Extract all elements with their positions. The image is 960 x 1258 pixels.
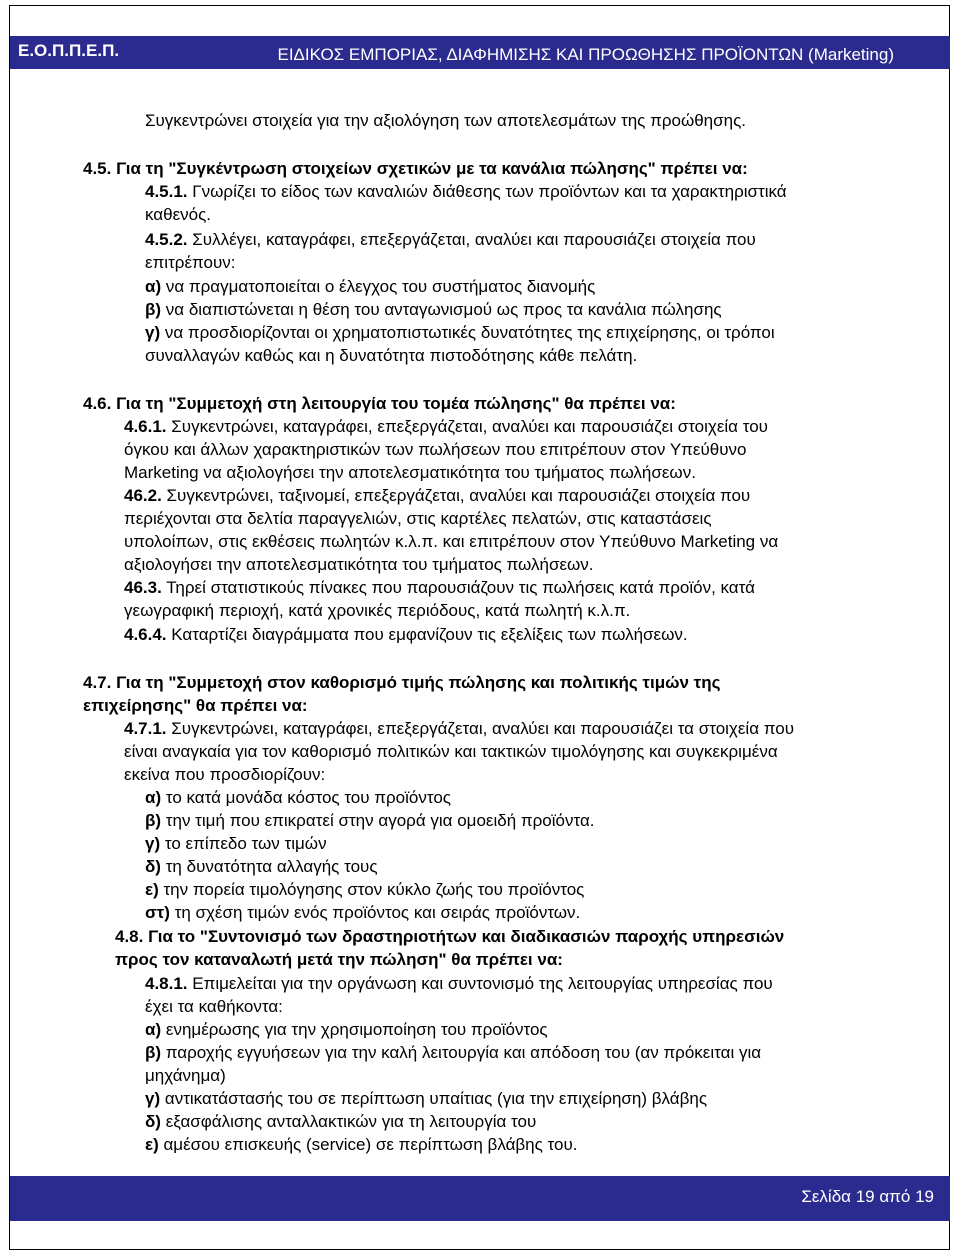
text-line (145, 322, 775, 344)
text-line (124, 764, 325, 786)
footer-bar (10, 1176, 950, 1221)
section-heading: Για το "Συντονισμό των δραστηριοτήτων και διαδικασιών παροχής υπηρεσιών (148, 927, 785, 946)
item-number: ε) (145, 1135, 159, 1154)
text-line (124, 741, 778, 763)
item-number: γ) (145, 834, 161, 853)
text-line (145, 1065, 226, 1087)
item-number: 46.2. (124, 486, 162, 505)
item-number: 4.8. (115, 927, 144, 946)
body-text: Συγκεντρώνει στοιχεία για την αξιολόγηση των αποτελεσμάτων της προώθησης. (145, 111, 746, 130)
header-bar (10, 36, 950, 69)
text-line (83, 393, 676, 415)
body-text: Συγκεντρώνει, καταγράφει, επεξεργάζεται, αναλύει και παρουσιάζει τα στοιχεία που (171, 719, 794, 738)
text-line (145, 252, 236, 274)
item-number: 4.6. (83, 394, 112, 413)
text-line (145, 787, 451, 809)
text-line (145, 1042, 761, 1064)
body-text: όγκου και άλλων χαρακτηριστικών των πωλήσεων που επιτρέπουν στον Υπεύθυνο (124, 440, 747, 459)
text-line (124, 485, 750, 507)
text-line (124, 439, 746, 461)
body-text: Συγκεντρώνει, ταξινομεί, επεξεργάζεται, αναλύει και παρουσιάζει στοιχεία που (166, 486, 751, 505)
item-number: 4.5.1. (145, 182, 188, 201)
text-line (145, 1088, 707, 1110)
text-line (145, 229, 756, 251)
body-text: το επίπεδο των τιμών (164, 834, 327, 853)
item-number: 4.6.4. (124, 625, 167, 644)
body-text: Επιμελείται για την οργάνωση και συντονισμό της λειτουργίας υπηρεσίας που (192, 974, 773, 993)
document-title: ΕΙΔΙΚΟΣ ΕΜΠΟΡΙΑΣ, ΔΙΑΦΗΜΙΣΗΣ ΚΑΙ ΠΡΟΩΘΗΣΗΣ ΠΡΟΪΟΝΤΩΝ (Marketing) (277, 45, 894, 64)
section-heading: Για τη "Συμμετοχή στον καθορισμό τιμής πώλησης και πολιτικής τιμών της (116, 673, 721, 692)
body-text: αμέσου επισκευής (service) σε περίπτωση βλάβης του. (163, 1135, 578, 1154)
section-heading: προς τον καταναλωτή μετά την πώληση" θα πρέπει να: (115, 950, 563, 969)
body-text: περιέχονται στα δελτία παραγγελιών, στις καρτέλες πελατών, στις καταστάσεις (124, 509, 712, 528)
body-text: το κατά μονάδα κόστος του προϊόντος (165, 788, 451, 807)
body-text: επιτρέπουν: (145, 253, 236, 272)
item-number: 4.7.1. (124, 719, 167, 738)
body-text: είναι αναγκαία για τον καθορισμό πολιτικών και τακτικών τιμολόγησης και συγκεκριμένα (124, 742, 778, 761)
item-number: β) (145, 300, 162, 319)
body-text: Συλλέγει, καταγράφει, επεξεργάζεται, αναλύει και παρουσιάζει στοιχεία που (192, 230, 756, 249)
text-line (124, 600, 630, 622)
body-text: αξιολογήσει την αποτελεσματικότητα του τμήματος πωλήσεων. (124, 555, 594, 574)
body-text: να διαπιστώνεται η θέση του ανταγωνισμού ως προς τα κανάλια πώλησης (165, 300, 722, 319)
item-number: 4.6.1. (124, 417, 167, 436)
text-line (145, 276, 595, 298)
body-text: αντικατάστασής του σε περίπτωση υπαίτιας (για την επιχείρηση) βλάβης (164, 1089, 708, 1108)
body-text: την πορεία τιμολόγησης στον κύκλο ζωής του προϊόντος (163, 880, 585, 899)
item-number: 46.3. (124, 578, 162, 597)
body-text: να προσδιορίζονται οι χρηματοπιστωτικές δυνατότητες της επιχείρησης, οι τρόποι (164, 323, 775, 342)
text-line (124, 624, 688, 646)
body-text: γεωγραφική περιοχή, κατά χρονικές περιόδους, κατά πωλητή κ.λ.π. (124, 601, 631, 620)
text-line (83, 672, 720, 694)
body-text: συναλλαγών καθώς και η δυνατότητα πιστοδότησης κάθε πελάτη. (145, 346, 638, 365)
item-number: α) (145, 788, 162, 807)
text-line (145, 345, 637, 367)
text-line (145, 856, 378, 878)
text-line (145, 1019, 548, 1041)
text-line (124, 718, 794, 740)
page-number: Σελίδα 19 από 19 (801, 1187, 934, 1206)
body-text: εξασφάλισης ανταλλακτικών για τη λειτουργία του (165, 1112, 537, 1131)
body-text: Τηρεί στατιστικούς πίνακες που παρουσιάζουν τις πωλήσεις κατά προϊόν, κατά (166, 578, 755, 597)
body-text: παροχής εγγυήσεων για την καλή λειτουργία και απόδοση του (αν πρόκειται για (165, 1043, 762, 1062)
body-text: να πραγματοποιείται ο έλεγχος του συστήματος διανομής (165, 277, 596, 296)
text-line (145, 833, 327, 855)
body-text: τη σχέση τιμών ενός προϊόντος και σειράς προϊόντων. (174, 903, 581, 922)
text-line (124, 508, 712, 530)
item-number: α) (145, 1020, 162, 1039)
text-line (145, 110, 746, 132)
text-line (115, 949, 563, 971)
text-line (145, 879, 584, 901)
body-text: υπολοίπων, στις εκθέσεις πωλητών κ.λ.π. και επιτρέπουν στον Υπεύθυνο Marketing να (124, 532, 779, 551)
item-number: 4.5.2. (145, 230, 188, 249)
body-text: μηχάνημα) (145, 1066, 226, 1085)
text-line (83, 695, 308, 717)
item-number: δ) (145, 857, 161, 876)
item-number: στ) (145, 903, 170, 922)
text-line (145, 902, 580, 924)
text-line (124, 531, 778, 553)
body-text: την τιμή που επικρατεί στην αγορά για ομοειδή προϊόντα. (165, 811, 595, 830)
item-number: 4.5. (83, 159, 112, 178)
body-text: Καταρτίζει διαγράμματα που εμφανίζουν τις εξελίξεις των πωλήσεων. (171, 625, 688, 644)
text-line (145, 204, 211, 226)
item-number: 4.7. (83, 673, 112, 692)
text-line (145, 1134, 578, 1156)
item-number: 4.8.1. (145, 974, 188, 993)
body-text: έχει τα καθήκοντα: (145, 997, 283, 1016)
text-line (145, 996, 283, 1018)
item-number: δ) (145, 1112, 161, 1131)
organization-label: Ε.Ο.Π.Π.Ε.Π. (18, 41, 120, 60)
text-line (145, 810, 595, 832)
body-text: ενημέρωσης για την χρησιμοποίηση του προϊόντος (165, 1020, 548, 1039)
item-number: γ) (145, 323, 161, 342)
section-heading: Για τη "Συμμετοχή στη λειτουργία του τομέα πώλησης" θα πρέπει να: (116, 394, 676, 413)
text-line (124, 416, 768, 438)
item-number: α) (145, 277, 162, 296)
text-line (124, 462, 696, 484)
item-number: β) (145, 1043, 162, 1062)
body-text: τη δυνατότητα αλλαγής τους (165, 857, 378, 876)
text-line (83, 158, 748, 180)
text-line (145, 973, 773, 995)
text-line (145, 181, 787, 203)
text-line (124, 554, 594, 576)
item-number: γ) (145, 1089, 161, 1108)
body-text: Συγκεντρώνει, καταγράφει, επεξεργάζεται, αναλύει και παρουσιάζει στοιχεία του (171, 417, 768, 436)
item-number: ε) (145, 880, 159, 899)
text-line (115, 926, 784, 948)
body-text: εκείνα που προσδιορίζουν: (124, 765, 326, 784)
text-line (145, 1111, 536, 1133)
body-text: Γνωρίζει το είδος των καναλιών διάθεσης των προϊόντων και τα χαρακτηριστικά (192, 182, 787, 201)
body-text: Marketing να αξιολογήσει την αποτελεσματικότητα του τμήματος πωλήσεων. (124, 463, 696, 482)
text-line (124, 577, 755, 599)
section-heading: επιχείρησης" θα πρέπει να: (83, 696, 308, 715)
text-line (145, 299, 722, 321)
body-text: καθενός. (145, 205, 212, 224)
section-heading: Για τη "Συγκέντρωση στοιχείων σχετικών με τα κανάλια πώλησης" πρέπει να: (116, 159, 748, 178)
item-number: β) (145, 811, 162, 830)
